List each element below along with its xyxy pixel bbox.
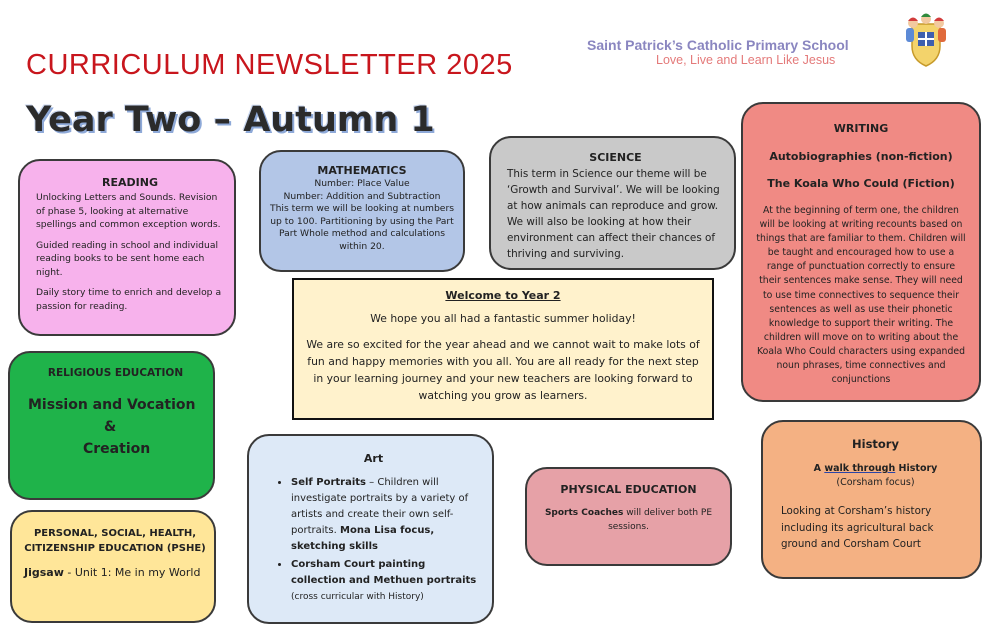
re-topic: Mission and Vocation <box>28 397 196 413</box>
art-box <box>247 434 494 624</box>
maths-box <box>259 150 465 272</box>
art-item-text: – Children will investigate portraits by a variety of artists and create their own self-portraits. <box>291 477 469 536</box>
pshe-box <box>10 510 216 623</box>
history-note: (Corsham focus) <box>836 477 915 488</box>
pe-box <box>525 467 732 566</box>
art-heading: Art <box>363 452 384 465</box>
maths-line: Number: Place Value <box>314 178 410 189</box>
writing-text: At the beginning of term one, the children will be looking at writing recounts based on things that are familiar to them. Children will be taught and encouraged how to use a range of punctuation correctly to ensure their sentences make sense. They will need to use time connectives to sequence their sentences as well as use their phonetic knowledge to support their writing. The children will move on to writing about the Koala Who Could characters using expanded noun phrases, time connectives and conjunctions <box>756 205 966 386</box>
jigsaw-unit: - Unit 1: Me in my World <box>63 566 201 579</box>
school-crest-icon <box>904 12 948 68</box>
writing-box <box>741 102 981 402</box>
history-heading: History <box>852 437 899 451</box>
pe-sessions: will deliver both PE sessions. <box>608 508 713 532</box>
school-motto: Love, Live and Learn Like Jesus <box>656 53 836 67</box>
re-ampersand: & <box>104 419 117 435</box>
maths-line: Number: Addition and Subtraction <box>283 190 441 202</box>
writing-subheading: The Koala Who Could (Fiction) <box>767 177 955 190</box>
maths-line: This term we will be looking at numbers up to 100. Partitioning by using the Part Part Whole method and calculations within 20. <box>269 203 455 252</box>
art-item-title: Corsham Court painting collection and Methuen portraits <box>291 559 477 586</box>
term-subtitle: Year Two – Autumn 1 <box>26 100 435 140</box>
pe-heading: PHYSICAL EDUCATION <box>560 483 697 496</box>
list-item <box>291 474 480 555</box>
pshe-heading: PERSONAL, SOCIAL, HEALTH, CITIZENSHIP EDUCATION (PSHE) <box>24 528 206 554</box>
maths-heading: MATHEMATICS <box>317 164 407 177</box>
art-list <box>267 474 480 605</box>
history-sub-underlined: walk through <box>824 463 896 474</box>
re-heading: RELIGIOUS EDUCATION <box>47 367 184 379</box>
pshe-text <box>24 566 206 579</box>
history-sub-prefix: A <box>813 463 825 474</box>
science-text: This term in Science our theme will be ‘Growth and Survival’. We will be looking at how animals can reproduce and grow. We will also be looking at how their environment can affect their chances of thriving and surviving. <box>507 168 720 260</box>
reading-heading: READING <box>102 176 158 189</box>
re-box <box>8 351 215 500</box>
welcome-line: We hope you all had a fantastic summer holiday! <box>370 312 636 325</box>
science-box <box>489 136 736 270</box>
writing-subheading: Autobiographies (non-fiction) <box>769 150 953 163</box>
reading-paragraph: Daily story time to enrich and develop a passion for reading. <box>36 287 222 312</box>
newsletter-title: CURRICULUM NEWSLETTER 2025 <box>26 49 513 81</box>
reading-box <box>18 159 236 336</box>
history-text: Looking at Corsham’s history including its agricultural back ground and Corsham Court <box>781 505 934 550</box>
welcome-heading: Welcome to Year 2 <box>445 289 561 302</box>
school-name: Saint Patrick’s Catholic Primary School <box>587 37 849 53</box>
science-heading: SCIENCE <box>589 151 642 164</box>
welcome-box <box>292 278 714 420</box>
welcome-line: We are so excited for the year ahead and we cannot wait to make lots of fun and happy memories with you all. You are all ready for the next step in your learning journey and your new teachers are looking forward to watching you grow as learners. <box>306 338 700 402</box>
reading-paragraph: Unlocking Letters and Sounds. Revision of phase 5, looking at alternative spellings and common exception words. <box>36 192 221 230</box>
re-topic: Creation <box>83 441 151 457</box>
history-subheading <box>781 462 970 476</box>
art-item-focus: Mona Lisa focus, sketching skills <box>291 525 435 552</box>
jigsaw-label: Jigsaw <box>24 566 64 579</box>
writing-heading: WRITING <box>833 122 889 135</box>
art-item-title: Self Portraits <box>291 477 366 488</box>
history-box <box>761 420 982 579</box>
art-item-note: (cross curricular with History) <box>291 592 424 602</box>
reading-paragraph: Guided reading in school and individual reading books to be sent home each night. <box>36 239 219 278</box>
list-item <box>291 556 480 605</box>
pe-coaches: Sports Coaches <box>544 508 624 518</box>
history-sub-suffix: History <box>895 463 938 474</box>
pe-text <box>535 506 722 534</box>
